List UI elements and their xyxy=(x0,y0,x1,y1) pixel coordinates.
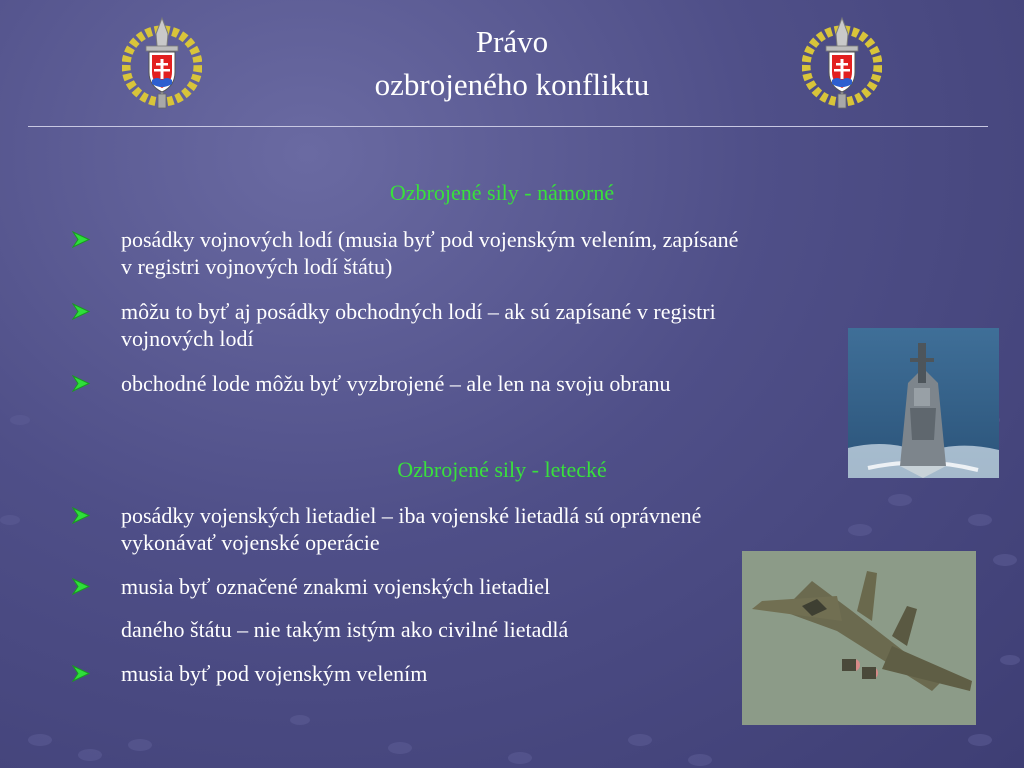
arrow-bullet-icon xyxy=(72,578,90,595)
section-heading-naval: Ozbrojené sily - námorné xyxy=(389,180,615,205)
continuation-line: daného štátu – nie takým istým ako civilné lietadlá xyxy=(121,617,569,642)
section-heading-air: Ozbrojené sily - letecké xyxy=(397,457,607,482)
arrow-bullet-icon xyxy=(72,665,90,682)
emblem-left-icon xyxy=(122,14,202,114)
arrow-bullet-icon xyxy=(72,303,90,320)
arrow-bullet-icon xyxy=(72,507,90,524)
bullet-text: môžu to byť aj posádky obchodných lodí – ak sú zapísané v registri vojnových lodí xyxy=(121,299,716,351)
title-line-2: ozbrojeného konfliktu xyxy=(374,67,650,102)
bullet-text: musia byť označené znakmi vojenských lietadiel xyxy=(121,574,551,599)
arrow-bullet-icon xyxy=(72,375,90,392)
title-divider xyxy=(28,126,988,127)
arrow-bullet-icon xyxy=(72,231,90,248)
emblem-right-icon xyxy=(802,14,882,114)
bullet-text: obchodné lode môžu byť vyzbrojené – ale len na svoju obranu xyxy=(121,371,671,396)
title-line-1: Právo xyxy=(475,24,549,59)
warship-photo xyxy=(848,328,999,478)
bullet-text: posádky vojenských lietadiel – iba vojenské lietadlá sú oprávnené vykonávať vojenské operácie xyxy=(121,503,702,555)
fighter-jet-photo xyxy=(742,551,976,725)
bullet-text: posádky vojnových lodí (musia byť pod vojenským velením, zapísané v registri vojnových lodí štátu) xyxy=(121,227,739,279)
bullet-text: musia byť pod vojenským velením xyxy=(121,661,428,686)
slide-title xyxy=(212,20,812,106)
